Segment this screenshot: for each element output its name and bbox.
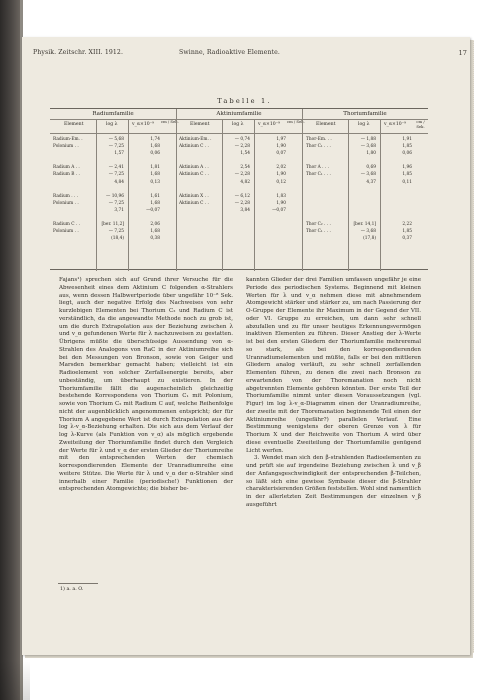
book-spine bbox=[0, 0, 20, 700]
col-head-velocity: v_α×10⁻⁹ bbox=[384, 122, 406, 127]
body-text-right-column bbox=[246, 277, 421, 510]
table-divider bbox=[128, 120, 129, 271]
footnote: 1) a. a. O. bbox=[60, 587, 84, 592]
col-head-unit: cm / Sek. bbox=[416, 119, 425, 129]
footnote-rule bbox=[58, 583, 98, 584]
table-rule bbox=[50, 133, 428, 134]
radium-elements: Radium-Em. . Polonium . . Radium A . . Radium B . . Radium . . . Polonium . . Radium C . . Polonium . . bbox=[53, 137, 83, 235]
paragraph: 3. Wendet man sich den β-strahlenden Radioelementen zu und prüft sie auf irgendeine Beziehung zwischen λ und v_β der Anfangsgeschwindigkeit der entsprechenden β-Teilchen, so läßt sich eine gewisse Symbasie dieser die β-Strahler charakterisierenden Größen feststellen. Wohl sind namentlich in der allerletzten Zeit Bestimmungen der einzelnen v_β ausgeführt bbox=[246, 455, 421, 508]
col-head-element: Element bbox=[190, 122, 210, 127]
table-title: Tabelle 1. bbox=[217, 97, 272, 105]
col-head-velocity: v_α×10⁻⁹ bbox=[132, 122, 154, 127]
paragraph: Fajans¹) sprechen sich auf Grund ihrer Versuche für die Abwesenheit eines dem Aktinium C folgenden α-Strahlers aus, wenn dessen Halbwertperiode über ungefähr 10⁻⁸ Sek. liegt, auch der negative Erfolg des Nachweises von sehr kurzlebigen Elementen bei Thorium C₂ und Radium C ist verständlich, da die angewandte Methode noch zu grob ist, um die durch Extrapolation aus der Beziehung zwischen λ und v_α gefundenen Werte für λ nachzuweisen zu gestatten. Übrigens müßte die überschüssige Aussendung von α-Strahlen des Analogons von RaC in der Aktiniumreihe sich bei den Messungen von Bronson, sowie von Geiger und Marsden bemerkbar gemacht haben; vielleicht ist ein Radioelement von solcher Zerfallsenergie bereits, aber unbeständig, um überhaupt zu existieren. In der Thoriumfamilie fällt die augenscheinlich gleichzeitig bestehende Korrespondens von Thorium C₁ mit Polonium, sowie von Thorium C₂ mit Radium C auf, welche Reihenfolge nicht der augenblicklich angenommenen entspricht; der für Thorium A angegebene Wert ist durch Extrapolation aus der log λ-v_α-Beziehung erhalten. Die sich aus dem Verlauf der log λ-Kurve (als Funktion von v_α) als möglich ergebende Zweiteilung der Thoriumfamilie findet durch den Vergleich der Werte für λ und v_α der ersten Glieder der Thoriumreihe mit den entsprechenden Werten der chemisch korrespondierenden Elemente der Uranradiumreihe eine weitere Stütze. Die Werte für λ und v_α der α-Strahler sind innerhalb einer Familie (periodische!) Funktionen der entsprechenden Atomgewichte; die bisher be- bbox=[59, 277, 233, 493]
col-head-element: Element bbox=[316, 122, 336, 127]
col-head-logl: log λ bbox=[106, 122, 118, 127]
radium-logl: — 5,68 — 7,25 1,57 — 2,41 — 7,25 4,84 — 10,96 — 7,25 3,71 [ber. 11,2] — 7,25 (18,4) bbox=[101, 137, 124, 242]
data-table bbox=[50, 108, 428, 270]
actinium-elements: Aktinium-Em. . Aktinium C . . Aktinium A . . Aktinium C . . Aktinium X . . Aktinium C . . bbox=[179, 137, 212, 206]
journal-citation: Physik. Zeitschr. XIII. 1912. bbox=[33, 49, 124, 56]
actinium-velocity: 1,97 1,90 0,07 2,02 1,90 0,12 1,83 1,90 —0,07 bbox=[272, 137, 286, 213]
table-rule bbox=[50, 119, 428, 120]
family-heading-actinium: Aktiniumfamilie bbox=[216, 111, 262, 117]
thorium-elements: Thor-Em. . . Thor C₁ . . . Thor A . . . Thor C₁ . . . Thor C₂ . . . Thor C₁ . . . bbox=[306, 137, 332, 235]
col-head-velocity: v_α×10⁻⁹ bbox=[258, 122, 280, 127]
col-head-unit: cm / Sek. bbox=[161, 119, 179, 124]
col-head-logl: log λ bbox=[358, 122, 370, 127]
spine-shadow bbox=[0, 660, 30, 700]
article-author-title: Swinne, Radioaktive Elemente. bbox=[179, 49, 280, 56]
page-stack-edge bbox=[470, 40, 474, 653]
family-heading-thorium: Thoriumfamilie bbox=[343, 111, 387, 117]
col-head-logl: log λ bbox=[232, 122, 244, 127]
paragraph: kannten Glieder der drei Familien umfassen ungefähr je eine Periode des periodischen Systems. Beginnend mit kleinen Werten für λ und v_α nehmen diese mit abnehmendem Atomgewicht stärker und stärker zu, um nach Passierung der O-Gruppe der Elemente ihr Maximum in der Gegend der VII. oder VI. Gruppe zu erreichen, um dann sehr schnell abzufallen und zu für unser heutiges Erkennungsvermögen inaktiven Elementen zu führen. Dieser Anstieg der λ-Werte ist bei den ersten Gliedern der Thoriumfamilie mehreremal so stark, als bei den korrespondierenden Uranradiumelementen und müßte, falls er bei den mittleren Gliedern analog verläuft, zu sehr schnell zerfallenden Elementen führen, zu denen die zwei nach Bronson zu erwartenden von der Thoremanation noch nicht abgetrennten Elemente gehören könnten. Der erste Teil der Thoriumfamilie nimmt unter diesen Voraussetzungen (vgl. Figur) im log λ-v_α-Diagramm einen der Uranradiumreihe, der zweite mit der Thoremanation beginnende Teil einen der Aktiniumreihe (ungefähr?) parallelen Verlauf. Eine Bestimmung wenigstens der oberen Grenze von λ für Thorium X und der Reichweite von Thorium A wird über diese eventuelle Zweiteilung der Thoriumfamilie genügend Licht werfen. bbox=[246, 277, 421, 454]
table-divider bbox=[176, 109, 177, 271]
col-head-element: Element bbox=[64, 122, 84, 127]
table-divider bbox=[254, 120, 255, 271]
table-divider bbox=[380, 120, 381, 271]
thorium-velocity: 1,91 1,85 0,06 1,96 1,85 0,11 2,22 1,85 0,37 bbox=[402, 137, 412, 242]
actinium-logl: — 0,74 — 2,28 1,54 2,54 — 2,28 4,82 — 6,12 — 2,28 3,84 bbox=[234, 137, 250, 213]
running-header bbox=[33, 49, 467, 61]
body-text-left-column bbox=[59, 277, 233, 494]
thorium-logl: — 1,88 — 3,68 1,80 0,69 — 3,68 4,37 [ber. 14,1] — 3,68 (17,8) bbox=[353, 137, 376, 242]
family-heading-radium: Radiumfamilie bbox=[92, 111, 134, 117]
col-head-unit: cm / Sek. bbox=[287, 119, 305, 124]
table-divider bbox=[302, 109, 303, 271]
page-number: 17 bbox=[458, 49, 467, 57]
radium-velocity: 1,74 1,68 0,06 1,81 1,68 0,13 1,61 1,68 —0,07 2,06 1,68 0,38 bbox=[146, 137, 160, 242]
